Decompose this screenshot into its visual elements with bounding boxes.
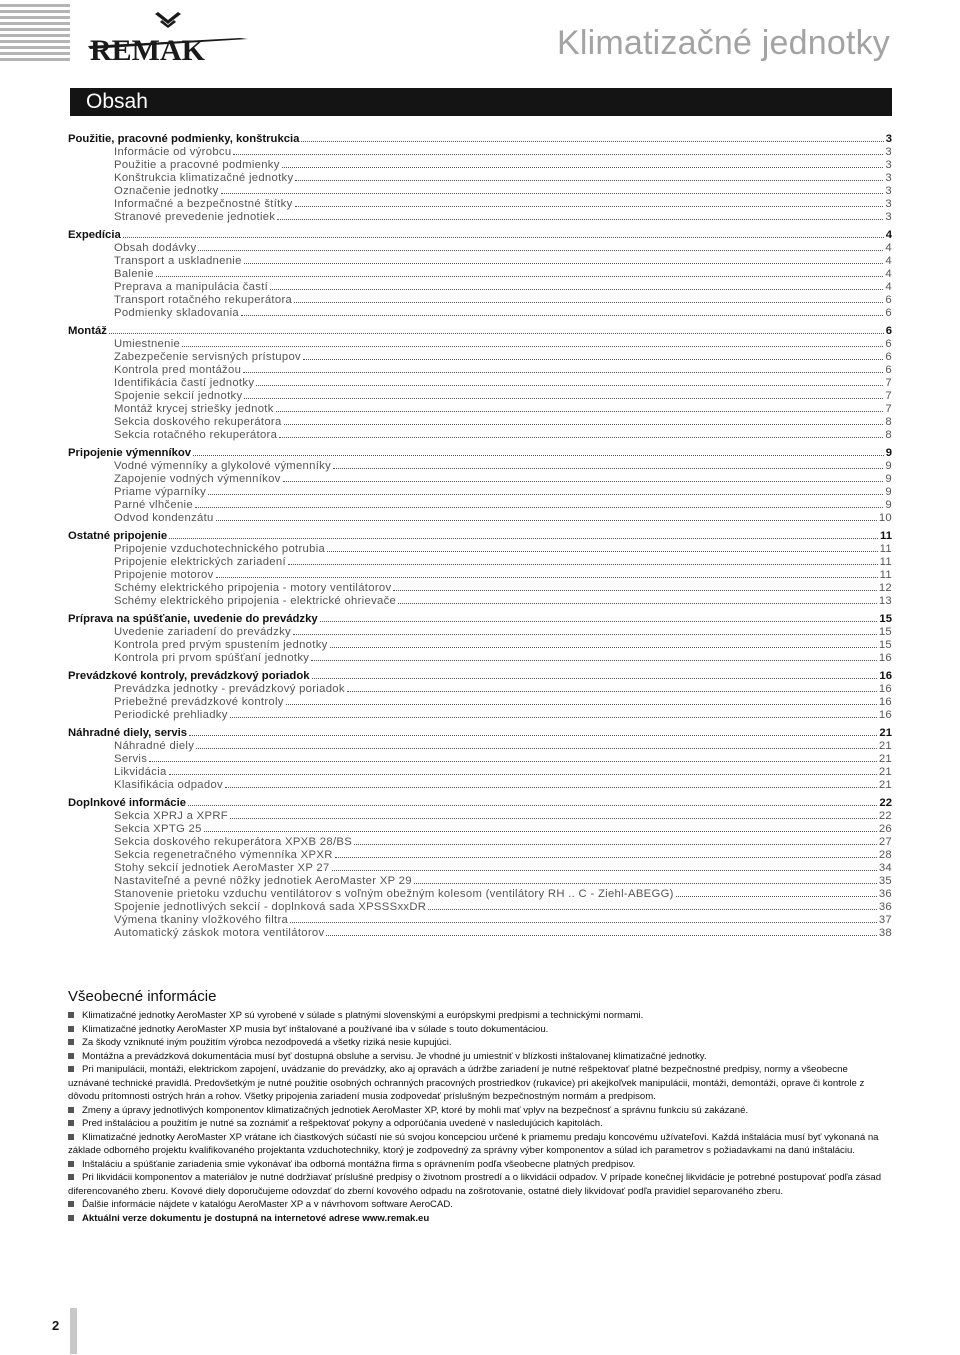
toc-entry-page: 3	[885, 211, 892, 223]
toc-entry-title: Schémy elektrického pripojenia - elektrické ohrievače	[114, 595, 397, 607]
toc-subentry[interactable]	[68, 542, 892, 555]
toc-entry-page: 22	[879, 797, 892, 809]
toc-leader-dots	[182, 337, 883, 347]
square-bullet-icon	[68, 1134, 74, 1140]
toc-entry-title: Umiestnenie	[114, 338, 181, 350]
toc-entry-title: Náhradné diely, servis	[68, 727, 188, 739]
toc-subentry[interactable]	[68, 485, 892, 498]
square-bullet-icon	[68, 1120, 74, 1126]
toc-subentry[interactable]	[68, 739, 892, 752]
toc-entry-page: 27	[878, 836, 892, 848]
toc-entry-title: Podmienky skladovania	[114, 307, 239, 319]
toc-entry-page: 8	[885, 429, 892, 441]
toc-subentry[interactable]	[68, 241, 892, 254]
toc-subentry[interactable]	[68, 402, 892, 415]
toc-entry-page: 3	[885, 146, 892, 158]
info-paragraph	[68, 1104, 892, 1118]
toc-subentry[interactable]	[68, 822, 892, 835]
toc-entry-page: 9	[885, 460, 892, 472]
info-paragraph	[68, 1023, 892, 1037]
toc-entry-title: Pripojenie výmenníkov	[68, 447, 192, 459]
toc-entry-title: Prevádzkové kontroly, prevádzkový poriadok	[68, 670, 310, 682]
toc-entry-page: 12	[878, 582, 892, 594]
toc-subentry[interactable]	[68, 926, 892, 939]
info-paragraph	[68, 1212, 892, 1226]
toc-subentry[interactable]	[68, 498, 892, 511]
square-bullet-icon	[68, 1012, 74, 1018]
toc-entry-page: 21	[878, 740, 892, 752]
toc-subentry[interactable]	[68, 184, 892, 197]
toc-leader-dots	[294, 293, 883, 303]
toc-leader-dots	[188, 796, 877, 806]
toc-leader-dots	[393, 581, 876, 591]
toc-subentry[interactable]	[68, 651, 892, 664]
toc-entry-title: Transport a uskladnenie	[114, 255, 242, 267]
toc-subentry[interactable]	[68, 306, 892, 319]
toc-leader-dots	[156, 267, 884, 277]
toc-subentry[interactable]	[68, 415, 892, 428]
toc-entry-page: 3	[885, 198, 892, 210]
square-bullet-icon	[68, 1026, 74, 1032]
toc-leader-dots	[123, 228, 884, 238]
toc-entry-page: 22	[878, 810, 892, 822]
toc-subentry[interactable]	[68, 913, 892, 926]
info-paragraph-text: Klimatizačné jednotky AeroMaster XP musia byť inštalované a používané iba v súlade s touto dokumentáciou.	[82, 1023, 549, 1035]
info-paragraph	[68, 1050, 892, 1064]
toc-leader-dots	[216, 568, 878, 578]
toc-subentry[interactable]	[68, 809, 892, 822]
toc-entry-page: 15	[878, 626, 892, 638]
toc-entry-page: 3	[885, 172, 892, 184]
info-paragraph-text: Klimatizačné jednotky AeroMaster XP sú vyrobené v súlade s platnými slovenskými a európskymi predpismi a technickými normami.	[82, 1010, 644, 1021]
toc-chapter-entry[interactable]	[68, 669, 892, 682]
document-title: Klimatizačné jednotky	[556, 24, 890, 62]
toc-subentry[interactable]	[68, 389, 892, 402]
toc-entry-page: 16	[879, 670, 892, 682]
info-paragraph-text: Ďalšie informácie nájdete v katalógu AeroMaster XP a v návrhovom software AeroCAD.	[82, 1199, 453, 1210]
toc-entry-title: Pripojenie motorov	[114, 569, 214, 581]
toc-entry-title: Obsah dodávky	[114, 242, 197, 254]
toc-entry-page: 11	[879, 569, 892, 581]
toc-entry-title: Expedícia	[68, 229, 121, 241]
toc-subentry[interactable]	[68, 568, 892, 581]
toc-entry-page: 7	[885, 390, 892, 402]
toc-leader-dots	[204, 822, 877, 832]
info-paragraph	[68, 1171, 892, 1198]
toc-leader-dots	[241, 306, 883, 316]
info-paragraph	[68, 1198, 892, 1212]
toc-leader-dots	[233, 145, 883, 155]
toc-entry-title: Uvedenie zariadení do prevádzky	[114, 626, 291, 638]
info-paragraph	[68, 1158, 892, 1172]
toc-leader-dots	[311, 651, 877, 661]
toc-leader-dots	[312, 669, 878, 679]
toc-subentry[interactable]	[68, 171, 892, 184]
toc-entry-page: 15	[879, 613, 892, 625]
toc-entry-page: 21	[879, 727, 892, 739]
square-bullet-icon	[68, 1066, 74, 1072]
toc-chapter-entry[interactable]	[68, 446, 892, 459]
toc-subentry[interactable]	[68, 337, 892, 350]
info-paragraph-text: Zmeny a úpravy jednotlivých komponentov klimatizačných jednotiek AeroMaster XP, ktoré by mohli mať vplyv na bezpečnosť a správnu funkciu sú zakázané.	[82, 1104, 749, 1116]
toc-leader-dots	[244, 389, 883, 399]
toc-entry-page: 6	[885, 338, 892, 350]
toc-subentry[interactable]	[68, 682, 892, 695]
section-title: Obsah	[86, 90, 148, 113]
toc-entry-page: 9	[885, 447, 892, 459]
toc-leader-dots	[283, 472, 884, 482]
toc-entry-page: 9	[885, 486, 892, 498]
toc-entry-title: Kontrola pred montážou	[114, 364, 242, 376]
toc-entry-title: Konštrukcia klimatizačné jednotky	[114, 172, 294, 184]
square-bullet-icon	[68, 1215, 74, 1221]
toc-leader-dots	[244, 254, 884, 264]
toc-entry-page: 6	[885, 351, 892, 363]
info-paragraph	[68, 1063, 892, 1104]
toc-entry-title: Kontrola pri prvom spúšťaní jednotky	[114, 652, 310, 664]
toc-leader-dots	[216, 511, 877, 521]
toc-subentry[interactable]	[68, 861, 892, 874]
toc-entry-page: 35	[878, 875, 892, 887]
toc-leader-dots	[332, 861, 877, 871]
toc-entry-page: 6	[885, 307, 892, 319]
toc-entry-page: 4	[885, 255, 892, 267]
toc-chapter-entry[interactable]	[68, 324, 892, 337]
toc-entry-title: Sekcia rotačného rekuperátora	[114, 429, 278, 441]
toc-entry-page: 15	[878, 639, 892, 651]
toc-subentry[interactable]	[68, 778, 892, 791]
toc-entry-title: Náhradné diely	[114, 740, 195, 752]
toc-leader-dots	[295, 171, 883, 181]
toc-entry-page: 16	[878, 652, 892, 664]
toc-entry-page: 10	[878, 512, 892, 524]
toc-entry-title: Transport rotačného rekuperátora	[114, 294, 293, 306]
toc-subentry[interactable]	[68, 887, 892, 900]
toc-entry-title: Stohy sekcií jednotiek AeroMaster XP 27	[114, 862, 330, 874]
toc-subentry[interactable]	[68, 254, 892, 267]
toc-entry-title: Periodické prehliadky	[114, 709, 228, 721]
section-title-bar	[70, 88, 892, 116]
toc-entry-page: 11	[879, 543, 892, 555]
toc-leader-dots	[221, 184, 884, 194]
toc-subentry[interactable]	[68, 428, 892, 441]
general-info-body	[68, 1009, 892, 1225]
toc-entry-title: Sekcia doskového rekuperátora	[114, 416, 282, 428]
toc-chapter-entry[interactable]	[68, 132, 892, 145]
toc-leader-dots	[398, 594, 877, 604]
toc-leader-dots	[286, 695, 877, 705]
toc-entry-page: 13	[878, 595, 892, 607]
square-bullet-icon	[68, 1107, 74, 1113]
toc-subentry[interactable]	[68, 511, 892, 524]
toc-subentry[interactable]	[68, 210, 892, 223]
toc-entry-title: Pripojenie vzduchotechnického potrubia	[114, 543, 326, 555]
toc-entry-title: Sekcia XPTG 25	[114, 823, 202, 835]
toc-leader-dots	[326, 926, 876, 936]
toc-entry-title: Použitie a pracovné podmienky	[114, 159, 280, 171]
toc-entry-page: 4	[885, 268, 892, 280]
toc-chapter-entry[interactable]	[68, 228, 892, 241]
toc-entry-title: Ostatné pripojenie	[68, 530, 168, 542]
toc-entry-page: 3	[885, 185, 892, 197]
toc-leader-dots	[293, 625, 877, 635]
toc-entry-title: Klasifikácia odpadov	[114, 779, 223, 791]
toc-entry-title: Zabezpečenie servisných prístupov	[114, 351, 301, 363]
toc-subentry[interactable]	[68, 363, 892, 376]
toc-leader-dots	[290, 913, 877, 923]
toc-entry-title: Servis	[114, 753, 148, 765]
toc-leader-dots	[208, 485, 883, 495]
info-paragraph	[68, 1009, 892, 1023]
toc-leader-dots	[149, 752, 877, 762]
toc-leader-dots	[327, 542, 878, 552]
toc-subentry[interactable]	[68, 472, 892, 485]
toc-entry-title: Identifikácia častí jednotky	[114, 377, 255, 389]
toc-entry-title: Informačné a bezpečnostné štítky	[114, 198, 293, 210]
toc-entry-title: Montáž krycej striešky jednotk	[114, 403, 274, 415]
toc-leader-dots	[414, 874, 877, 884]
toc-subentry[interactable]	[68, 197, 892, 210]
toc-entry-page: 9	[885, 473, 892, 485]
toc-entry-page: 11	[880, 530, 892, 542]
square-bullet-icon	[68, 1201, 74, 1207]
toc-entry-page: 21	[878, 766, 892, 778]
toc-subentry[interactable]	[68, 765, 892, 778]
toc-leader-dots	[284, 415, 884, 425]
toc-subentry[interactable]	[68, 145, 892, 158]
info-paragraph	[68, 1131, 892, 1158]
toc-entry-page: 9	[885, 499, 892, 511]
info-paragraph-text: Pri likvidácii komponentov a materiálov je nutné dodržiavať príslušné predpisy o životnom prostredí a o likvidácii odpadov. V prípade konečnej likvidácie je potrebné postupovať podľa zásad diferencovaného zberu. Kovové diely doporučujeme odovzdať do zberní kovového odpadu na zošrotovanie, ostatné diely likvidovať podľa pravidiel separovaného zberu.	[68, 1172, 882, 1197]
square-bullet-icon	[68, 1053, 74, 1059]
page-number: 2	[52, 1318, 60, 1333]
toc-entry-title: Parné vlhčenie	[114, 499, 193, 511]
toc-leader-dots	[270, 280, 883, 290]
toc-entry-page: 3	[885, 133, 892, 145]
toc-subentry[interactable]	[68, 874, 892, 887]
toc-entry-page: 3	[885, 159, 892, 171]
toc-entry-page: 34	[878, 862, 892, 874]
info-paragraph-text: Pri manipulácii, montáži, elektrickom zapojení, uvádzanie do prevádzky, ako aj opravách a údržbe zariadení je nutné rešpektovať platné bezpečnostné predpisy, normy a všeobecne uznávané technické pravidlá. Predovšetkým je nutné použitie osobných ochranných pracovných prostriedkov (rukavice) pri akejkoľvek manipulácii, montáži, demontáži, oprave či kontrole z dôvodu prítomnosti ostrých hrán a rohov. Všetky pripojenia zariadení musia zodpovedať príslušným bezpečnostným normám a predpisom.	[68, 1064, 865, 1102]
toc-leader-dots	[279, 428, 883, 438]
toc-entry-title: Schémy elektrického pripojenia - motory ventilátorov	[114, 582, 392, 594]
toc-entry-page: 6	[885, 294, 892, 306]
page-marker-bar	[70, 1308, 77, 1354]
toc-leader-dots	[169, 765, 877, 775]
remak-logo	[88, 8, 248, 64]
info-paragraph	[68, 1117, 892, 1131]
toc-subentry[interactable]	[68, 555, 892, 568]
toc-leader-dots	[277, 210, 883, 220]
toc-entry-page: 16	[878, 696, 892, 708]
square-bullet-icon	[68, 1039, 74, 1045]
info-paragraph-text: Pred inštaláciou a použitím je nutné sa zoznámiť a rešpektovať pokyny a odporúčania uvedené v nasledujúcich kapitolách.	[82, 1118, 603, 1129]
toc-entry-title: Montáž	[68, 325, 107, 337]
toc-entry-page: 4	[885, 242, 892, 254]
toc-subentry[interactable]	[68, 594, 892, 607]
toc-subentry[interactable]	[68, 752, 892, 765]
toc-leader-dots	[195, 498, 883, 508]
toc-subentry[interactable]	[68, 280, 892, 293]
toc-subentry[interactable]	[68, 267, 892, 280]
toc-entry-page: 28	[878, 849, 892, 861]
toc-leader-dots	[335, 848, 877, 858]
toc-leader-dots	[243, 363, 883, 373]
toc-entry-title: Balenie	[114, 268, 154, 280]
toc-subentry[interactable]	[68, 638, 892, 651]
toc-entry-title: Vodné výmenníky a glykolové výmenníky	[114, 460, 332, 472]
toc-leader-dots	[193, 446, 884, 456]
toc-entry-title: Sekcia XPRJ a XPRF	[114, 810, 229, 822]
info-paragraph	[68, 1036, 892, 1050]
toc-entry-title: Automatický záskok motora ventilátorov	[114, 927, 325, 939]
toc-entry-title: Priame výparníky	[114, 486, 207, 498]
toc-entry-page: 6	[885, 325, 892, 337]
toc-leader-dots	[196, 739, 877, 749]
toc-chapter-entry[interactable]	[68, 796, 892, 809]
toc-entry-page: 21	[878, 779, 892, 791]
toc-leader-dots	[330, 638, 877, 648]
toc-entry-title: Priebežné prevádzkové kontroly	[114, 696, 284, 708]
toc-entry-title: Stanovenie prietoku vzduchu ventilátorov s voľným obežným kolesom (ventilátory RH .. C - Ziehl-ABEGG)	[114, 888, 674, 900]
toc-entry-title: Prevádzka jednotky - prevádzkový poriadok	[114, 683, 345, 695]
toc-leader-dots	[282, 158, 884, 168]
toc-subentry[interactable]	[68, 708, 892, 721]
toc-entry-page: 21	[878, 753, 892, 765]
general-info-heading: Všeobecné informácie	[68, 988, 217, 1005]
toc-subentry[interactable]	[68, 848, 892, 861]
toc-entry-title: Informácie od výrobcu	[114, 146, 232, 158]
toc-leader-dots	[347, 682, 877, 692]
toc-entry-title: Pripojenie elektrických zariadení	[114, 556, 286, 568]
square-bullet-icon	[68, 1174, 74, 1180]
toc-entry-page: 36	[878, 901, 892, 913]
info-paragraph-text: Inštaláciu a spúšťanie zariadenia smie vykonávať iba odborná montážna firma s oprávnením podľa všeobecne platných predpisov.	[82, 1158, 636, 1170]
toc-leader-dots	[109, 324, 884, 334]
info-paragraph-text: Klimatizačné jednotky AeroMaster XP vrátane ich čiastkových súčastí nie sú svojou koncepciou určené k priamemu predaju koncovému užívateľovi. Každá inštalácia musí byť vykonaná na základe odborného projektu kvalifikovaného projektanta vzduchotechniky, ktorý je zodpovedný za správny výber komponentov a súlad ich parametrov s požiadavkami na danú inštaláciu.	[68, 1131, 879, 1156]
toc-leader-dots	[303, 350, 883, 360]
toc-entry-page: 4	[885, 229, 892, 241]
general-info-section	[68, 988, 892, 1225]
toc-leader-dots	[230, 708, 877, 718]
header-stripes	[0, 4, 70, 64]
toc-entry-title: Stranové prevedenie jednotiek	[114, 211, 276, 223]
toc-entry-page: 37	[878, 914, 892, 926]
toc-leader-dots	[295, 197, 884, 207]
toc-subentry[interactable]	[68, 581, 892, 594]
toc-subentry[interactable]	[68, 350, 892, 363]
toc-subentry[interactable]	[68, 459, 892, 472]
toc-leader-dots	[428, 900, 877, 910]
toc-leader-dots	[301, 132, 883, 142]
toc-entry-title: Likvidácia	[114, 766, 167, 778]
info-paragraph-text: Aktuálni verze dokumentu je dostupná na internetové adrese www.remak.eu	[82, 1212, 430, 1224]
toc-subentry[interactable]	[68, 158, 892, 171]
toc-entry-page: 6	[885, 364, 892, 376]
toc-entry-title: Kontrola pred prvým spustením jednotky	[114, 639, 328, 651]
toc-subentry[interactable]	[68, 695, 892, 708]
toc-entry-page: 4	[885, 281, 892, 293]
table-of-contents	[68, 132, 892, 939]
toc-chapter-entry[interactable]	[68, 612, 892, 625]
toc-entry-title: Zapojenie vodných výmenníkov	[114, 473, 281, 485]
toc-subentry[interactable]	[68, 376, 892, 389]
toc-entry-title: Preprava a manipulácia častí	[114, 281, 269, 293]
info-paragraph-text: Za škody vzniknuté iným použitím výrobca nezodpovedá a všetky riziká nesie kupujúci.	[82, 1037, 452, 1048]
toc-entry-title: Spojenie sekcií jednotky	[114, 390, 243, 402]
square-bullet-icon	[68, 1161, 74, 1167]
toc-entry-page: 8	[885, 416, 892, 428]
toc-leader-dots	[333, 459, 883, 469]
toc-subentry[interactable]	[68, 900, 892, 913]
toc-entry-title: Sekcia doskového rekuperátora XPXB 28/BS	[114, 836, 353, 848]
toc-leader-dots	[198, 241, 883, 251]
toc-entry-page: 7	[885, 377, 892, 389]
toc-leader-dots	[320, 612, 878, 622]
toc-leader-dots	[189, 726, 877, 736]
toc-entry-title: Výmena tkaniny vložkového filtra	[114, 914, 289, 926]
toc-entry-title: Označenie jednotky	[114, 185, 219, 197]
toc-leader-dots	[288, 555, 878, 565]
toc-entry-page: 16	[878, 709, 892, 721]
toc-entry-title: Sekcia regenetračného výmenníka XPXR	[114, 849, 333, 861]
toc-chapter-entry[interactable]	[68, 726, 892, 739]
toc-subentry[interactable]	[68, 293, 892, 306]
toc-leader-dots	[676, 887, 877, 897]
toc-entry-title: Príprava na spúšťanie, uvedenie do prevádzky	[68, 613, 318, 625]
toc-entry-page: 11	[879, 556, 892, 568]
toc-entry-page: 7	[885, 403, 892, 415]
toc-leader-dots	[230, 809, 877, 819]
toc-leader-dots	[276, 402, 884, 412]
toc-entry-page: 36	[878, 888, 892, 900]
info-paragraph-text: Montážna a prevádzková dokumentácia musí byť dostupná obsluhe a servisu. Je vhodné ju umiestniť v blízkosti inštalovanej klimatizačné jednotky.	[82, 1050, 707, 1062]
toc-entry-page: 38	[878, 927, 892, 939]
toc-entry-title: Odvod kondenzátu	[114, 512, 214, 524]
logo-text: REMAK	[90, 34, 205, 64]
toc-entry-page: 16	[878, 683, 892, 695]
toc-leader-dots	[256, 376, 883, 386]
toc-entry-title: Doplnkové informácie	[68, 797, 187, 809]
toc-leader-dots	[354, 835, 877, 845]
toc-leader-dots	[225, 778, 877, 788]
toc-entry-page: 26	[878, 823, 892, 835]
toc-entry-title: Nastaviteľné a pevné nôžky jednotiek AeroMaster XP 29	[114, 875, 412, 887]
toc-subentry[interactable]	[68, 835, 892, 848]
toc-subentry[interactable]	[68, 625, 892, 638]
toc-chapter-entry[interactable]	[68, 529, 892, 542]
toc-leader-dots	[169, 529, 878, 539]
toc-entry-title: Použitie, pracovné podmienky, konštrukcia	[68, 133, 300, 145]
toc-entry-title: Spojenie jednotlivých sekcií - doplnková sada XPSSSxxDR	[114, 901, 427, 913]
